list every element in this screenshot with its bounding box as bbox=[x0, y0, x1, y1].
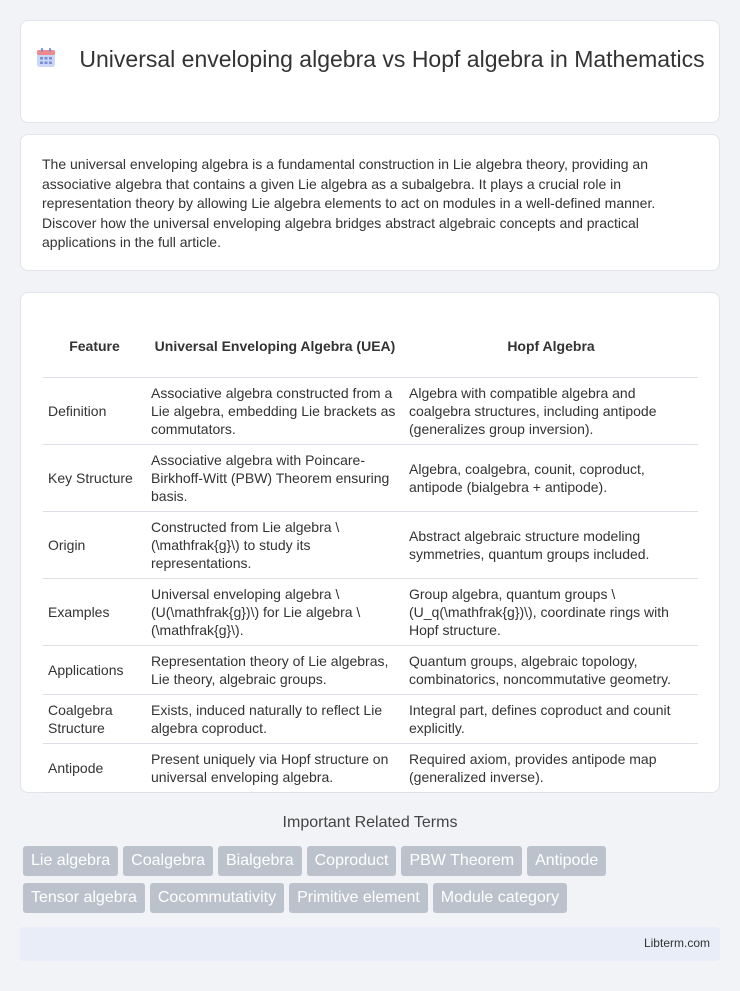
intro-card bbox=[20, 134, 720, 271]
column-header-feature: Feature bbox=[43, 315, 146, 378]
footer bbox=[20, 927, 720, 961]
tag-row bbox=[23, 883, 723, 920]
table-cell-feature: Examples bbox=[43, 579, 146, 646]
table-cell-feature: Coalgebra Structure bbox=[43, 695, 146, 744]
table-cell-uea: Universal enveloping algebra \(U(\mathfrak{g})\) for Lie algebra \(\mathfrak{g}\). bbox=[146, 579, 404, 646]
table-cell-uea: Associative algebra constructed from a Lie algebra, embedding Lie brackets as commutators. bbox=[146, 378, 404, 445]
comparison-table bbox=[43, 315, 698, 793]
table-cell-hopf: Algebra with compatible algebra and coalgebra structures, including antipode (generalizes group inversion). bbox=[404, 378, 698, 445]
table-row bbox=[43, 744, 698, 793]
table-cell-hopf: Algebra, coalgebra, counit, coproduct, antipode (bialgebra + antipode). bbox=[404, 445, 698, 512]
related-terms-heading: Important Related Terms bbox=[282, 814, 458, 831]
calendar-icon bbox=[35, 47, 57, 69]
tag-coproduct[interactable]: Coproduct bbox=[307, 846, 397, 876]
table-row bbox=[43, 579, 698, 646]
table-cell-feature: Antipode bbox=[43, 744, 146, 793]
table-cell-uea: Representation theory of Lie algebras, Lie theory, algebraic groups. bbox=[146, 646, 404, 695]
table-cell-hopf: Abstract algebraic structure modeling symmetries, quantum groups included. bbox=[404, 512, 698, 579]
header-card bbox=[20, 20, 720, 123]
related-terms-tags bbox=[23, 846, 723, 920]
tag-row bbox=[23, 846, 723, 883]
table-cell-uea: Associative algebra with Poincare-Birkhoff-Witt (PBW) Theorem ensuring basis. bbox=[146, 445, 404, 512]
table-row bbox=[43, 378, 698, 445]
table-cell-uea: Constructed from Lie algebra \(\mathfrak{g}\) to study its representations. bbox=[146, 512, 404, 579]
tag-module-category[interactable]: Module category bbox=[433, 883, 567, 913]
tag-lie-algebra[interactable]: Lie algebra bbox=[23, 846, 118, 876]
table-cell-hopf: Quantum groups, algebraic topology, combinatorics, noncommutative geometry. bbox=[404, 646, 698, 695]
tag-tensor-algebra[interactable]: Tensor algebra bbox=[23, 883, 145, 913]
table-header-row bbox=[43, 315, 698, 378]
table-cell-hopf: Required axiom, provides antipode map (generalized inverse). bbox=[404, 744, 698, 793]
tag-pbw-theorem[interactable]: PBW Theorem bbox=[401, 846, 522, 876]
tag-primitive-element[interactable]: Primitive element bbox=[289, 883, 428, 913]
footer-site-link[interactable]: Libterm.com bbox=[643, 936, 710, 950]
tag-coalgebra[interactable]: Coalgebra bbox=[123, 846, 213, 876]
table-cell-feature: Applications bbox=[43, 646, 146, 695]
table-row bbox=[43, 695, 698, 744]
table-cell-feature: Origin bbox=[43, 512, 146, 579]
table-cell-uea: Present uniquely via Hopf structure on universal enveloping algebra. bbox=[146, 744, 404, 793]
table-cell-hopf: Group algebra, quantum groups \(U_q(\mathfrak{g})\), coordinate rings with Hopf structure. bbox=[404, 579, 698, 646]
table-row bbox=[43, 646, 698, 695]
table-row bbox=[43, 445, 698, 512]
intro-paragraph: The universal enveloping algebra is a fundamental construction in Lie algebra theory, providing an associative algebra that contains a given Lie algebra as a subalgebra. It plays a crucial role in representation theory by allowing Lie algebra elements to act on modules in a well-defined manner. Discover how the universal enveloping algebra bridges abstract algebraic concepts and practical applications in the full article. bbox=[42, 156, 656, 251]
table-cell-feature: Key Structure bbox=[43, 445, 146, 512]
tag-cocommutativity[interactable]: Cocommutativity bbox=[150, 883, 284, 913]
page-title bbox=[21, 45, 719, 74]
comparison-table-card bbox=[20, 292, 720, 793]
table-cell-hopf: Integral part, defines coproduct and counit explicitly. bbox=[404, 695, 698, 744]
tag-bialgebra[interactable]: Bialgebra bbox=[218, 846, 302, 876]
tag-antipode[interactable]: Antipode bbox=[527, 846, 606, 876]
column-header-uea: Universal Enveloping Algebra (UEA) bbox=[146, 315, 404, 378]
column-header-hopf: Hopf Algebra bbox=[404, 315, 698, 378]
page-title-text: Universal enveloping algebra vs Hopf algebra in Mathematics bbox=[79, 46, 705, 72]
table-cell-feature: Definition bbox=[43, 378, 146, 445]
table-row bbox=[43, 512, 698, 579]
table-cell-uea: Exists, induced naturally to reflect Lie algebra coproduct. bbox=[146, 695, 404, 744]
